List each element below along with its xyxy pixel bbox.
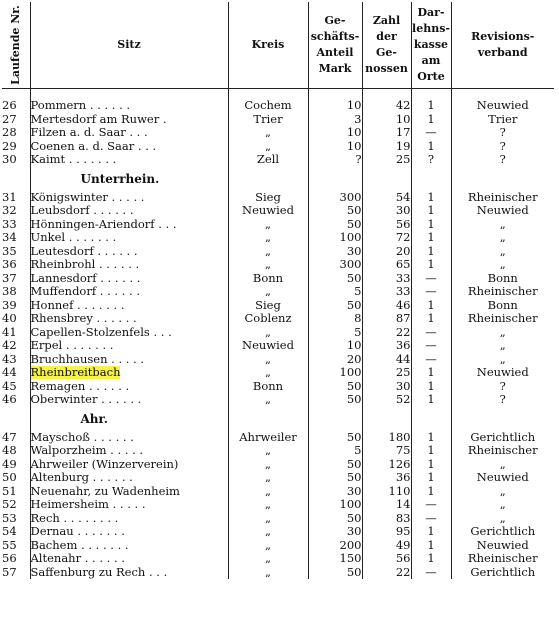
row-anteil: 300 [308, 191, 362, 205]
row-kasse: — [411, 285, 451, 299]
row-kasse: — [411, 326, 451, 340]
section-empty-cell [362, 407, 411, 431]
row-revision: „ [451, 326, 554, 340]
row-nr: 52 [2, 498, 17, 511]
row-anteil: 300 [308, 258, 362, 272]
row-nr: 43 [2, 352, 17, 366]
row-nr: 26 [2, 99, 17, 112]
header-kreis: Kreis [228, 2, 308, 89]
row-revision: Rheinischer [451, 191, 554, 205]
section-heading-row [2, 167, 554, 191]
section-title: Ahr. [30, 407, 228, 431]
row-genossen: 44 [362, 353, 411, 367]
row-kreis: „ [228, 444, 308, 458]
row-sitz: Dernau . . . . . . . [30, 525, 228, 539]
spacer-cell [2, 89, 30, 100]
table-row [2, 299, 554, 313]
row-sitz: Heimersheim . . . . . [30, 498, 228, 512]
table-row [2, 126, 554, 140]
row-anteil: 5 [308, 285, 362, 299]
row-genossen: 17 [362, 126, 411, 140]
row-kreis: „ [228, 218, 308, 232]
row-nr: 49 [2, 457, 17, 471]
row-sitz: Muffendorf . . . . . . [30, 285, 228, 299]
row-genossen: 75 [362, 444, 411, 458]
row-kreis: Ahrweiler [228, 431, 308, 445]
row-kreis: Neuwied [228, 339, 308, 353]
spacer-cell [362, 89, 411, 100]
row-revision: ? [451, 153, 554, 167]
row-genossen: 42 [362, 99, 411, 113]
row-kasse: 1 [411, 312, 451, 326]
row-revision: „ [451, 258, 554, 272]
section-empty-cell [308, 407, 362, 431]
row-kasse: — [411, 566, 451, 580]
row-kasse: — [411, 512, 451, 526]
row-genossen: 30 [362, 380, 411, 394]
row-kasse: 1 [411, 204, 451, 218]
spacer-cell [451, 89, 554, 100]
header-kasse: Dar- lehns- kasse am Orte [411, 2, 451, 89]
row-kreis: „ [228, 366, 308, 380]
row-revision: „ [451, 512, 554, 526]
row-genossen: 22 [362, 326, 411, 340]
table-row [2, 339, 554, 353]
table-row [2, 525, 554, 539]
section-empty-cell [228, 407, 308, 431]
table-body [2, 89, 554, 580]
row-nr: 29 [2, 139, 17, 153]
row-genossen: 56 [362, 218, 411, 232]
row-sitz: Walporzheim . . . . . [30, 444, 228, 458]
row-sitz: Saffenburg zu Rech . . . [30, 566, 228, 580]
row-nr: 54 [2, 525, 17, 538]
row-anteil: 50 [308, 512, 362, 526]
row-kreis: „ [228, 285, 308, 299]
table-row [2, 258, 554, 272]
row-kasse: 1 [411, 191, 451, 205]
row-kasse: — [411, 498, 451, 512]
row-sitz: Rhensbrey . . . . . . [30, 312, 228, 326]
row-kasse: — [411, 339, 451, 353]
row-genossen: 14 [362, 498, 411, 512]
row-nr: 30 [2, 153, 17, 166]
highlighted-place-name: Rheinbreitbach [30, 366, 121, 379]
row-nr: 50 [2, 471, 17, 484]
table-row [2, 99, 554, 113]
row-anteil: 10 [308, 126, 362, 140]
row-sitz: Unkel . . . . . . . [30, 231, 228, 245]
section-title: Unterrhein. [30, 167, 228, 191]
row-kasse: 1 [411, 99, 451, 113]
row-kasse: 1 [411, 366, 451, 380]
row-kasse: — [411, 353, 451, 367]
row-kreis: „ [228, 566, 308, 580]
header-sitz: Sitz [30, 2, 228, 89]
header-nr: Laufende Nr. [2, 2, 30, 89]
table-row [2, 326, 554, 340]
row-sitz: Oberwinter . . . . . . [30, 393, 228, 407]
row-kasse: 1 [411, 444, 451, 458]
row-revision: ? [451, 140, 554, 154]
row-genossen: 87 [362, 312, 411, 326]
row-revision: „ [451, 498, 554, 512]
row-nr: 36 [2, 258, 17, 271]
header-anteil: Ge- schäfts- Anteil Mark [308, 2, 362, 89]
row-kreis: „ [228, 231, 308, 245]
row-nr: 44 [2, 366, 17, 379]
row-nr: 35 [2, 244, 17, 258]
row-sitz: Kaimt . . . . . . . [30, 153, 228, 167]
spacer-row [2, 89, 554, 100]
section-empty-cell [2, 407, 30, 431]
row-sitz: Neuenahr, zu Wadenheim [30, 485, 228, 499]
row-kasse: ? [411, 153, 451, 167]
row-kasse: 1 [411, 299, 451, 313]
row-sitz: Erpel . . . . . . . [30, 339, 228, 353]
row-kasse: 1 [411, 485, 451, 499]
row-kreis: „ [228, 258, 308, 272]
row-nr: 38 [2, 285, 17, 298]
row-anteil: 50 [308, 458, 362, 472]
spacer-cell [228, 89, 308, 100]
row-kreis: Cochem [228, 99, 308, 113]
row-anteil: 10 [308, 140, 362, 154]
row-anteil: 50 [308, 393, 362, 407]
row-nr: 46 [2, 393, 17, 406]
row-genossen: 36 [362, 339, 411, 353]
row-kasse: 1 [411, 471, 451, 485]
row-nr: 56 [2, 552, 17, 565]
row-kasse: — [411, 272, 451, 286]
row-nr: 34 [2, 231, 17, 244]
row-revision: Rheinischer [451, 312, 554, 326]
row-kasse: 1 [411, 245, 451, 259]
row-anteil: 50 [308, 299, 362, 313]
row-genossen: 65 [362, 258, 411, 272]
row-kreis: Sieg [228, 191, 308, 205]
row-kreis: Zell [228, 153, 308, 167]
row-genossen: 33 [362, 285, 411, 299]
row-kasse: 1 [411, 231, 451, 245]
row-anteil: 50 [308, 566, 362, 580]
row-revision: Trier [451, 113, 554, 127]
row-anteil: 20 [308, 353, 362, 367]
row-kreis: Bonn [228, 380, 308, 394]
row-genossen: 110 [362, 485, 411, 499]
row-revision: Neuwied [451, 471, 554, 485]
section-heading-row [2, 407, 554, 431]
row-anteil: 50 [308, 431, 362, 445]
row-sitz: Remagen . . . . . . [30, 380, 228, 394]
row-genossen: 72 [362, 231, 411, 245]
row-revision: Rheinischer [451, 444, 554, 458]
section-empty-cell [2, 167, 30, 191]
row-anteil: 50 [308, 380, 362, 394]
row-revision: Rheinischer [451, 285, 554, 299]
row-anteil: 50 [308, 272, 362, 286]
row-genossen: 49 [362, 539, 411, 553]
row-kreis: „ [228, 485, 308, 499]
row-kreis: Bonn [228, 272, 308, 286]
row-sitz: Pommern . . . . . . [30, 99, 228, 113]
row-kreis: Neuwied [228, 204, 308, 218]
row-genossen: 52 [362, 393, 411, 407]
table-row [2, 458, 554, 472]
row-anteil: 50 [308, 218, 362, 232]
row-revision: ? [451, 126, 554, 140]
spacer-cell [411, 89, 451, 100]
row-sitz: Coenen a. d. Saar . . . [30, 140, 228, 154]
row-sitz: Altenburg . . . . . . [30, 471, 228, 485]
row-sitz: Leutesdorf . . . . . . [30, 245, 228, 259]
row-anteil: 100 [308, 498, 362, 512]
row-revision: „ [451, 339, 554, 353]
row-kreis: „ [228, 471, 308, 485]
table-row [2, 272, 554, 286]
table-row [2, 245, 554, 259]
row-revision: Neuwied [451, 366, 554, 380]
row-anteil: 5 [308, 444, 362, 458]
section-empty-cell [451, 407, 554, 431]
row-kreis: „ [228, 525, 308, 539]
row-sitz: Mertesdorf am Ruwer . [30, 113, 228, 127]
table-row [2, 312, 554, 326]
row-anteil: 30 [308, 485, 362, 499]
row-anteil: 100 [308, 231, 362, 245]
table-row [2, 140, 554, 154]
table-row [2, 444, 554, 458]
row-kreis: „ [228, 393, 308, 407]
row-kasse: 1 [411, 140, 451, 154]
row-revision: ? [451, 393, 554, 407]
row-nr: 33 [2, 217, 17, 231]
section-empty-cell [411, 407, 451, 431]
spacer-cell [30, 89, 228, 100]
row-nr: 37 [2, 271, 17, 285]
row-nr: 32 [2, 204, 17, 217]
row-kasse: 1 [411, 380, 451, 394]
row-anteil: 50 [308, 204, 362, 218]
row-anteil: 100 [308, 366, 362, 380]
row-genossen: 10 [362, 113, 411, 127]
row-anteil: 50 [308, 471, 362, 485]
table-row [2, 498, 554, 512]
row-kasse: — [411, 126, 451, 140]
row-revision: Gerichtlich [451, 525, 554, 539]
row-nr: 51 [2, 484, 17, 498]
row-genossen: 46 [362, 299, 411, 313]
row-kasse: 1 [411, 393, 451, 407]
table-row [2, 231, 554, 245]
row-kreis: „ [228, 539, 308, 553]
row-kreis: „ [228, 140, 308, 154]
table-row [2, 512, 554, 526]
row-anteil: ? [308, 153, 362, 167]
table-row [2, 566, 554, 580]
row-genossen: 36 [362, 471, 411, 485]
row-sitz: Bruchhausen . . . . . [30, 353, 228, 367]
row-nr: 27 [2, 112, 17, 126]
row-nr: 55 [2, 538, 17, 552]
row-kasse: 1 [411, 431, 451, 445]
row-revision: „ [451, 485, 554, 499]
row-sitz [30, 366, 228, 380]
row-sitz: Honnef . . . . . . . [30, 299, 228, 313]
row-kasse: 1 [411, 552, 451, 566]
row-anteil: 10 [308, 99, 362, 113]
row-revision: „ [451, 245, 554, 259]
row-kreis: „ [228, 552, 308, 566]
table-header-row [2, 2, 554, 89]
row-revision: Bonn [451, 299, 554, 313]
table-row [2, 380, 554, 394]
row-kreis: „ [228, 458, 308, 472]
table-row [2, 153, 554, 167]
row-nr: 57 [2, 565, 17, 579]
row-sitz: Ahrweiler (Winzerverein) [30, 458, 228, 472]
row-anteil: 30 [308, 245, 362, 259]
row-sitz: Hönningen-Ariendorf . . . [30, 218, 228, 232]
row-nr: 48 [2, 444, 17, 457]
row-kreis: „ [228, 245, 308, 259]
row-revision: Neuwied [451, 204, 554, 218]
row-sitz: Filzen a. d. Saar . . . [30, 126, 228, 140]
row-nr: 41 [2, 325, 17, 339]
row-genossen: 54 [362, 191, 411, 205]
table-row [2, 285, 554, 299]
row-genossen: 20 [362, 245, 411, 259]
row-genossen: 95 [362, 525, 411, 539]
row-kasse: 1 [411, 258, 451, 272]
row-sitz: Lannesdorf . . . . . . [30, 272, 228, 286]
table-row [2, 485, 554, 499]
row-genossen: 126 [362, 458, 411, 472]
row-nr: 40 [2, 312, 17, 325]
table-row [2, 353, 554, 367]
table-row [2, 539, 554, 553]
table-row [2, 218, 554, 232]
row-genossen: 180 [362, 431, 411, 445]
row-revision: Bonn [451, 272, 554, 286]
row-kreis: „ [228, 512, 308, 526]
table-row [2, 393, 554, 407]
row-revision: „ [451, 218, 554, 232]
row-genossen: 25 [362, 366, 411, 380]
row-revision: „ [451, 231, 554, 245]
row-sitz: Leubsdorf . . . . . . [30, 204, 228, 218]
row-genossen: 56 [362, 552, 411, 566]
row-nr: 31 [2, 190, 17, 204]
row-kreis: Sieg [228, 299, 308, 313]
row-genossen: 25 [362, 153, 411, 167]
row-revision: Rheinischer [451, 552, 554, 566]
table-row [2, 431, 554, 445]
header-revision: Revisions- verband [451, 2, 554, 89]
row-kreis: „ [228, 126, 308, 140]
row-kasse: 1 [411, 218, 451, 232]
row-genossen: 30 [362, 204, 411, 218]
row-anteil: 3 [308, 113, 362, 127]
row-anteil: 200 [308, 539, 362, 553]
row-kasse: 1 [411, 539, 451, 553]
row-anteil: 8 [308, 312, 362, 326]
row-revision: ? [451, 380, 554, 394]
row-anteil: 10 [308, 339, 362, 353]
row-kreis: „ [228, 498, 308, 512]
row-sitz: Bachem . . . . . . . [30, 539, 228, 553]
row-sitz: Altenahr . . . . . . [30, 552, 228, 566]
row-revision: „ [451, 458, 554, 472]
row-kasse: 1 [411, 458, 451, 472]
table-row [2, 471, 554, 485]
row-sitz: Rheinbrohl . . . . . . [30, 258, 228, 272]
section-empty-cell [308, 167, 362, 191]
row-genossen: 19 [362, 140, 411, 154]
row-kreis: „ [228, 353, 308, 367]
section-empty-cell [362, 167, 411, 191]
row-anteil: 30 [308, 525, 362, 539]
section-empty-cell [228, 167, 308, 191]
row-nr: 28 [2, 126, 17, 139]
row-sitz: Mayschoß . . . . . . [30, 431, 228, 445]
row-anteil: 150 [308, 552, 362, 566]
row-kasse: 1 [411, 525, 451, 539]
row-nr: 47 [2, 430, 17, 444]
row-kreis: Trier [228, 113, 308, 127]
row-nr: 42 [2, 339, 17, 352]
table-row [2, 366, 554, 380]
row-nr: 53 [2, 511, 17, 525]
row-revision: Gerichtlich [451, 566, 554, 580]
row-revision: Neuwied [451, 99, 554, 113]
row-sitz: Capellen-Stolzenfels . . . [30, 326, 228, 340]
cooperatives-table [2, 2, 554, 579]
table-row [2, 552, 554, 566]
table-row [2, 113, 554, 127]
row-kreis: Coblenz [228, 312, 308, 326]
section-empty-cell [451, 167, 554, 191]
row-genossen: 22 [362, 566, 411, 580]
row-genossen: 83 [362, 512, 411, 526]
row-sitz: Königswinter . . . . . [30, 191, 228, 205]
row-revision: Gerichtlich [451, 431, 554, 445]
row-nr: 45 [2, 379, 17, 393]
header-genossen: Zahl der Ge- nossen [362, 2, 411, 89]
row-anteil: 5 [308, 326, 362, 340]
row-genossen: 33 [362, 272, 411, 286]
row-kasse: 1 [411, 113, 451, 127]
spacer-cell [308, 89, 362, 100]
table-row [2, 204, 554, 218]
row-kreis: „ [228, 326, 308, 340]
row-revision: „ [451, 353, 554, 367]
section-empty-cell [411, 167, 451, 191]
table-row [2, 191, 554, 205]
row-nr: 39 [2, 298, 17, 312]
row-sitz: Rech . . . . . . . . [30, 512, 228, 526]
row-revision: Neuwied [451, 539, 554, 553]
